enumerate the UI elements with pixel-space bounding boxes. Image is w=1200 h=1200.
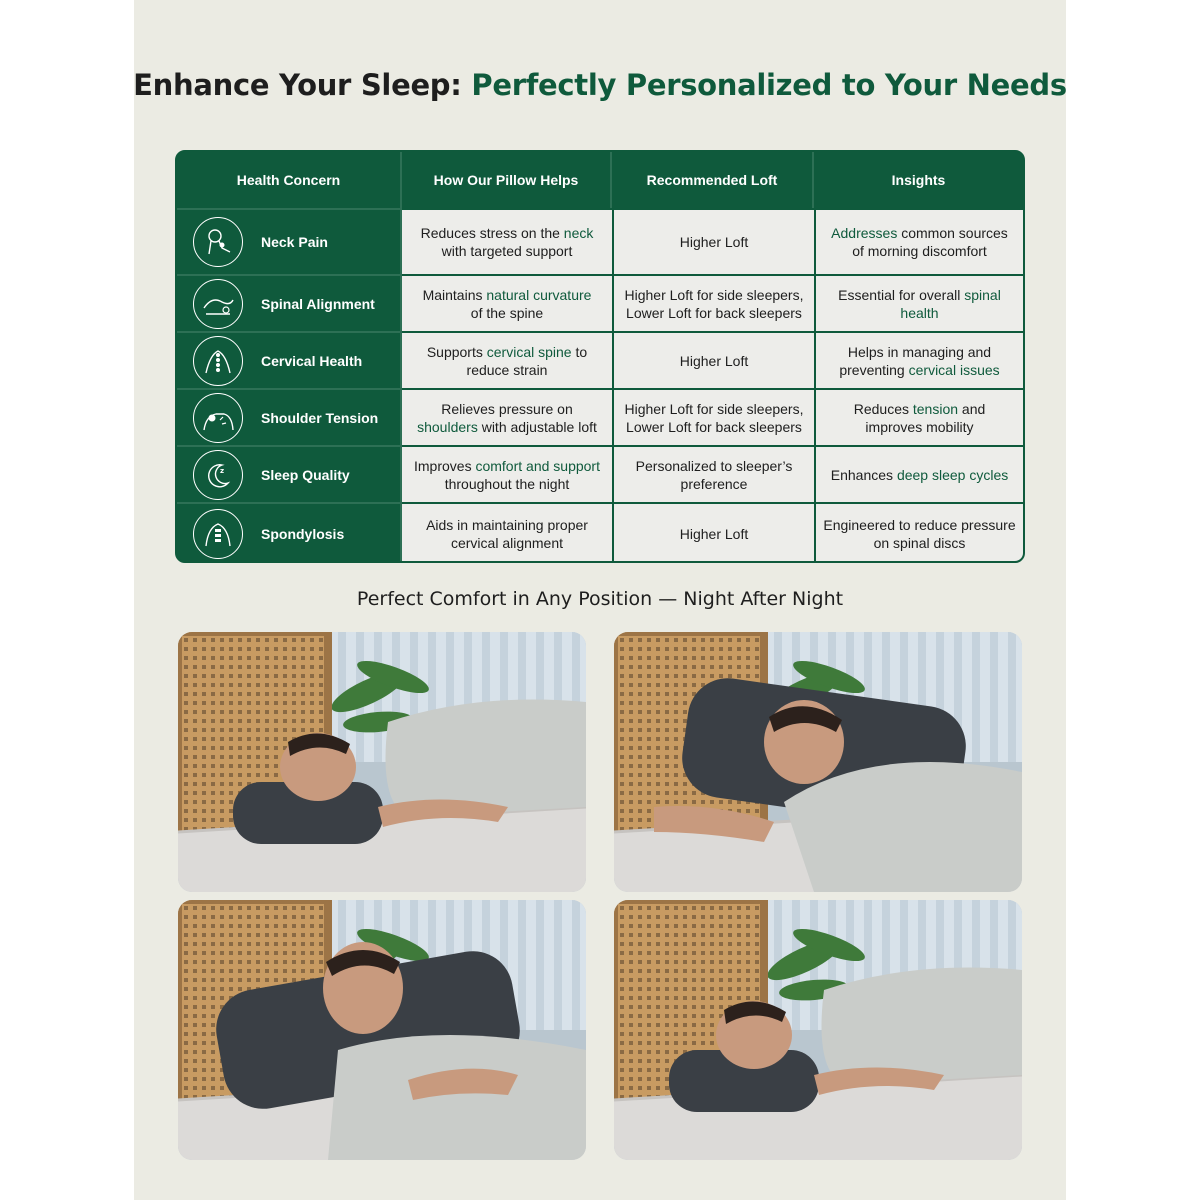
moon-sleep-icon (193, 450, 243, 500)
back-sleeper-photo (178, 900, 586, 1160)
table-row (177, 445, 1023, 502)
pillow-helps-cell: Relieves pressure on shoulders with adjustable loft (402, 388, 612, 445)
side-sleeper-photo-2 (614, 632, 1022, 892)
recommended-loft-cell: Higher Loft (612, 331, 814, 388)
header-health-concern: Health Concern (177, 152, 402, 208)
insight-cell: Helps in managing and preventing cervical issues (814, 331, 1023, 388)
concern-label: Cervical Health (261, 352, 363, 369)
section-subtitle: Perfect Comfort in Any Position — Night After Night (356, 588, 844, 610)
pillow-helps-cell: Maintains natural curvature of the spine (402, 274, 612, 331)
concern-label: Shoulder Tension (261, 409, 379, 426)
spinal-alignment-icon (193, 279, 243, 329)
table-row (177, 274, 1023, 331)
concern-label: Spinal Alignment (261, 295, 375, 312)
svg-text:z: z (220, 466, 225, 475)
neck-pain-icon (193, 217, 243, 267)
header-how-pillow-helps: How Our Pillow Helps (402, 152, 612, 208)
page-title (0, 68, 1200, 102)
insight-cell: Enhances deep sleep cycles (814, 445, 1023, 502)
concern-label: Spondylosis (261, 525, 345, 542)
table-row (177, 502, 1023, 563)
pillow-helps-cell: Reduces stress on the neck with targeted support (402, 208, 612, 274)
header-recommended-loft: Recommended Loft (612, 152, 814, 208)
recommended-loft-cell: Personalized to sleeper’s preference (612, 445, 814, 502)
side-sleeper-photo-1 (178, 632, 586, 892)
insight-cell: Addresses common sources of morning discomfort (814, 208, 1023, 274)
insight-cell: Reduces tension and improves mobility (814, 388, 1023, 445)
concern-cell (177, 445, 402, 502)
title-lead: Enhance Your Sleep: (133, 68, 462, 102)
recommended-loft-cell: Higher Loft (612, 208, 814, 274)
side-sleeper-photo-3 (614, 900, 1022, 1160)
concern-label: Sleep Quality (261, 466, 350, 483)
shoulder-tension-icon (193, 393, 243, 443)
header-insights: Insights (891, 172, 946, 188)
table-row (177, 331, 1023, 388)
recommended-loft-cell: Higher Loft for side sleepers, Lower Loft for back sleepers (612, 388, 814, 445)
concern-cell (177, 274, 402, 331)
title-accent: Perfectly Personalized to Your Needs (471, 68, 1067, 102)
cervical-spine-icon (193, 336, 243, 386)
recommended-loft-cell: Higher Loft (612, 502, 814, 563)
health-concern-table (175, 150, 1025, 563)
pillow-helps-cell: Aids in maintaining proper cervical alignment (402, 502, 612, 563)
insight-cell: Essential for overall spinal health (814, 274, 1023, 331)
concern-cell (177, 388, 402, 445)
concern-label: Neck Pain (261, 234, 328, 250)
recommended-loft-cell: Higher Loft for side sleepers, Lower Loft for back sleepers (612, 274, 814, 331)
pillow-helps-cell: Improves comfort and support throughout the night (402, 445, 612, 502)
concern-cell (177, 331, 402, 388)
table-header-row (177, 152, 1023, 208)
concern-cell (177, 208, 402, 274)
pillow-helps-cell: Supports cervical spine to reduce strain (402, 331, 612, 388)
insight-cell: Engineered to reduce pressure on spinal discs (814, 502, 1023, 563)
table-row (177, 208, 1023, 274)
spondylosis-icon (193, 509, 243, 559)
table-row (177, 388, 1023, 445)
concern-cell (177, 502, 402, 563)
